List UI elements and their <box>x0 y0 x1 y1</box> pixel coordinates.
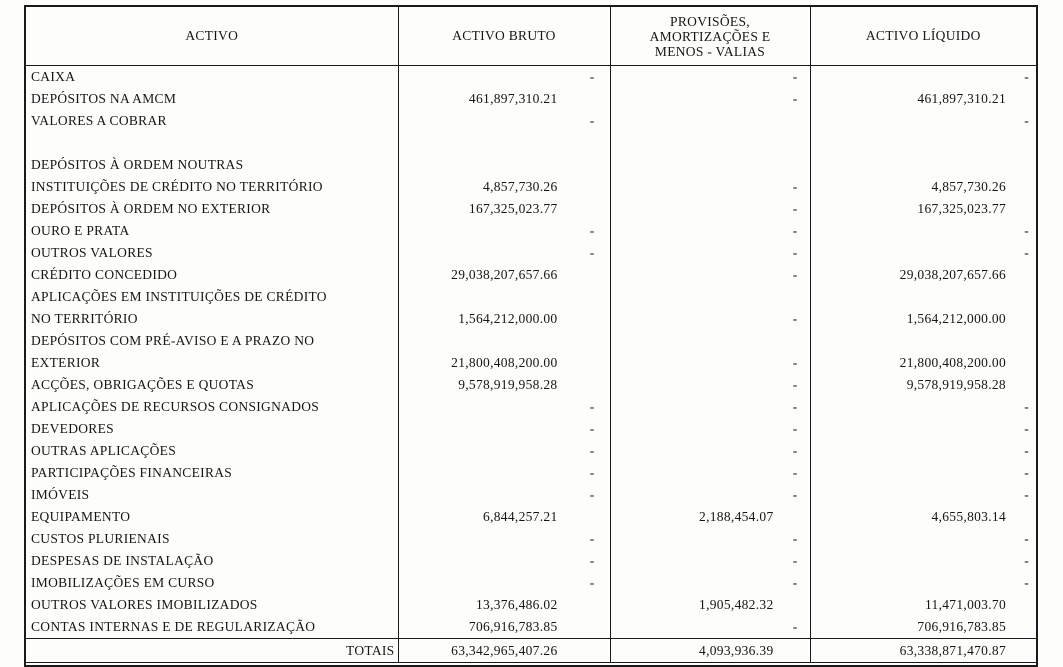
cell-bruto <box>398 154 610 176</box>
cell-provisoes: - <box>610 418 810 440</box>
cell-liquido <box>810 132 1036 154</box>
provisoes-header-line-1: PROVISÕES, <box>670 13 750 29</box>
table-header <box>26 7 1036 66</box>
header-row <box>26 7 1036 66</box>
cell-bruto: - <box>398 484 610 506</box>
cell-bruto: - <box>398 110 610 132</box>
cell-provisoes: - <box>610 616 810 639</box>
cell-provisoes: - <box>610 176 810 198</box>
provisoes-header-line-2: AMORTIZAÇÕES E <box>649 28 771 44</box>
table-row <box>26 308 1036 330</box>
provisoes-header-line-3: MENOS - VALIAS <box>654 43 766 59</box>
cell-label: DEPÓSITOS NA AMCM <box>26 88 398 110</box>
table-row <box>26 528 1036 550</box>
cell-label: OURO E PRATA <box>26 220 398 242</box>
cell-label: OUTRAS APLICAÇÕES <box>26 440 398 462</box>
cell-label: CUSTOS PLURIENAIS <box>26 528 398 550</box>
cell-liquido: - <box>1024 443 1029 458</box>
totals-activo-liquido-value: 63,338,871,470.87 <box>810 639 1036 663</box>
column-header-activo-liquido: ACTIVO LÍQUIDO <box>810 7 1036 66</box>
cell-label: INSTITUIÇÕES DE CRÉDITO NO TERRITÓRIO <box>26 176 398 198</box>
table-row <box>26 242 1036 264</box>
column-header-provisoes <box>610 7 810 66</box>
table-row <box>26 462 1036 484</box>
cell-bruto: - <box>398 220 610 242</box>
cell-liquido: - <box>1024 245 1029 260</box>
activo-table <box>24 5 1038 667</box>
table-body <box>26 66 1036 639</box>
cell-bruto: 461,897,310.21 <box>398 88 610 110</box>
activo-statement-table <box>26 7 1036 663</box>
cell-provisoes <box>610 330 810 352</box>
cell-liquido: 9,578,919,958.28 <box>906 377 1006 392</box>
cell-provisoes: - <box>610 308 810 330</box>
cell-bruto <box>398 330 610 352</box>
cell-liquido: - <box>1024 113 1029 128</box>
cell-label: EXTERIOR <box>26 352 398 374</box>
cell-provisoes: 1,905,482.32 <box>610 594 810 616</box>
cell-provisoes: - <box>610 374 810 396</box>
table-row <box>26 616 1036 639</box>
cell-label: DEPÓSITOS À ORDEM NO EXTERIOR <box>26 198 398 220</box>
cell-provisoes: - <box>610 440 810 462</box>
cell-liquido: 4,655,803.14 <box>931 509 1006 524</box>
cell-label: OUTROS VALORES IMOBILIZADOS <box>26 594 398 616</box>
table-row <box>26 220 1036 242</box>
totals-label: TOTAIS <box>26 639 398 663</box>
table-row <box>26 572 1036 594</box>
cell-provisoes: - <box>610 198 810 220</box>
table-row <box>26 154 1036 176</box>
cell-bruto: 1,564,212,000.00 <box>398 308 610 330</box>
cell-bruto: - <box>398 528 610 550</box>
cell-bruto: - <box>398 462 610 484</box>
cell-label: OUTROS VALORES <box>26 242 398 264</box>
cell-bruto: - <box>398 396 610 418</box>
cell-label: NO TERRITÓRIO <box>26 308 398 330</box>
table-row <box>26 88 1036 110</box>
totals-row <box>26 639 1036 663</box>
cell-provisoes: - <box>610 352 810 374</box>
table-row <box>26 110 1036 132</box>
cell-bruto: 167,325,023.77 <box>398 198 610 220</box>
cell-provisoes: - <box>610 572 810 594</box>
cell-bruto: - <box>398 572 610 594</box>
cell-provisoes: - <box>610 528 810 550</box>
table-row <box>26 440 1036 462</box>
column-header-activo: ACTIVO <box>26 7 398 66</box>
cell-provisoes <box>610 154 810 176</box>
cell-liquido: - <box>1024 69 1029 84</box>
column-header-activo-bruto: ACTIVO BRUTO <box>398 7 610 66</box>
cell-provisoes: - <box>610 220 810 242</box>
cell-bruto: 21,800,408,200.00 <box>398 352 610 374</box>
cell-bruto: - <box>398 66 610 89</box>
cell-bruto: - <box>398 440 610 462</box>
cell-provisoes: - <box>610 264 810 286</box>
cell-liquido: 167,325,023.77 <box>917 201 1006 216</box>
cell-bruto: - <box>398 418 610 440</box>
cell-liquido: 706,916,783.85 <box>917 619 1006 634</box>
cell-bruto <box>398 286 610 308</box>
cell-bruto: 6,844,257.21 <box>398 506 610 528</box>
cell-label: EQUIPAMENTO <box>26 506 398 528</box>
cell-label: IMÓVEIS <box>26 484 398 506</box>
cell-provisoes: - <box>610 550 810 572</box>
cell-liquido: 29,038,207,657.66 <box>899 267 1006 282</box>
cell-bruto <box>398 132 610 154</box>
table-row <box>26 484 1036 506</box>
cell-liquido <box>810 286 1036 308</box>
cell-liquido <box>810 330 1036 352</box>
table-row <box>26 176 1036 198</box>
cell-liquido: - <box>1024 399 1029 414</box>
cell-provisoes <box>610 286 810 308</box>
cell-provisoes: 2,188,454.07 <box>610 506 810 528</box>
cell-liquido: - <box>1024 487 1029 502</box>
cell-liquido: 4,857,730.26 <box>931 179 1006 194</box>
cell-bruto: 29,038,207,657.66 <box>398 264 610 286</box>
cell-bruto: 4,857,730.26 <box>398 176 610 198</box>
cell-label <box>26 132 398 154</box>
cell-liquido: - <box>1024 553 1029 568</box>
table-row <box>26 352 1036 374</box>
table-row <box>26 198 1036 220</box>
cell-provisoes: - <box>610 88 810 110</box>
cell-bruto: - <box>398 242 610 264</box>
cell-label: ACÇÕES, OBRIGAÇÕES E QUOTAS <box>26 374 398 396</box>
cell-provisoes: - <box>610 396 810 418</box>
table-row <box>26 286 1036 308</box>
cell-label: PARTICIPAÇÕES FINANCEIRAS <box>26 462 398 484</box>
table-row <box>26 396 1036 418</box>
table-row <box>26 132 1036 154</box>
totals-activo-bruto-value: 63,342,965,407.26 <box>398 639 610 663</box>
cell-liquido: - <box>1024 531 1029 546</box>
cell-liquido: 11,471,003.70 <box>924 597 1006 612</box>
cell-provisoes: - <box>610 484 810 506</box>
cell-label: IMOBILIZAÇÕES EM CURSO <box>26 572 398 594</box>
cell-provisoes: - <box>610 462 810 484</box>
table-row <box>26 418 1036 440</box>
cell-label: VALORES A COBRAR <box>26 110 398 132</box>
cell-bruto: 9,578,919,958.28 <box>398 374 610 396</box>
cell-liquido: - <box>1024 421 1029 436</box>
table-row <box>26 550 1036 572</box>
cell-liquido <box>810 154 1036 176</box>
cell-liquido: 21,800,408,200.00 <box>899 355 1006 370</box>
cell-bruto: 706,916,783.85 <box>398 616 610 639</box>
cell-label: DEVEDORES <box>26 418 398 440</box>
cell-label: APLICAÇÕES DE RECURSOS CONSIGNADOS <box>26 396 398 418</box>
cell-liquido: - <box>1024 223 1029 238</box>
cell-label: DESPESAS DE INSTALAÇÃO <box>26 550 398 572</box>
table-footer <box>26 639 1036 663</box>
cell-label: APLICAÇÕES EM INSTITUIÇÕES DE CRÉDITO <box>26 286 398 308</box>
cell-label: CONTAS INTERNAS E DE REGULARIZAÇÃO <box>26 616 398 639</box>
cell-label: DEPÓSITOS À ORDEM NOUTRAS <box>26 154 398 176</box>
totals-provisoes-value: 4,093,936.39 <box>610 639 810 663</box>
cell-bruto: 13,376,486.02 <box>398 594 610 616</box>
cell-provisoes: - <box>610 66 810 89</box>
cell-liquido: 1,564,212,000.00 <box>906 311 1006 326</box>
cell-liquido: - <box>1024 465 1029 480</box>
table-row <box>26 66 1036 89</box>
cell-provisoes <box>610 110 810 132</box>
table-row <box>26 594 1036 616</box>
cell-label: CRÉDITO CONCEDIDO <box>26 264 398 286</box>
table-row <box>26 374 1036 396</box>
table-row <box>26 330 1036 352</box>
cell-label: DEPÓSITOS COM PRÉ-AVISO E A PRAZO NO <box>26 330 398 352</box>
cell-bruto: - <box>398 550 610 572</box>
table-row <box>26 264 1036 286</box>
cell-liquido: 461,897,310.21 <box>917 91 1006 106</box>
table-row <box>26 506 1036 528</box>
cell-provisoes <box>610 132 810 154</box>
cell-label: CAIXA <box>26 66 398 89</box>
cell-liquido: - <box>1024 575 1029 590</box>
cell-provisoes: - <box>610 242 810 264</box>
